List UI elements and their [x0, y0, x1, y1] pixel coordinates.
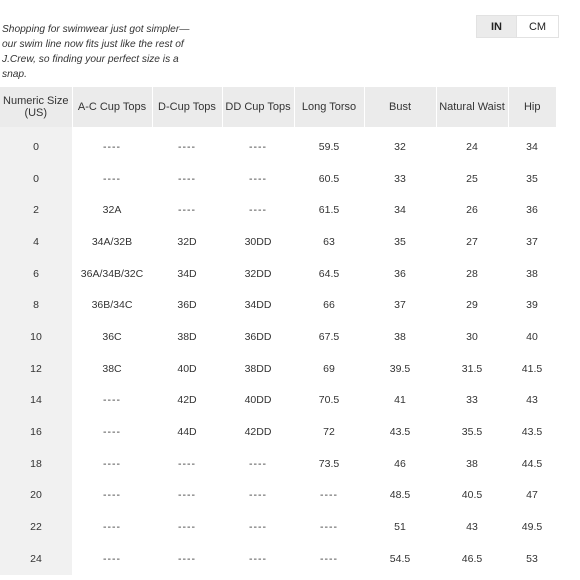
- table-cell: ----: [103, 521, 121, 534]
- table-cell: 60.5: [318, 172, 340, 185]
- size-cell: 24: [0, 543, 72, 575]
- table-cell: 38DD: [244, 362, 272, 375]
- table-cell: 67.5: [318, 330, 340, 343]
- table-cell: ----: [103, 140, 121, 153]
- table-cell: 33: [394, 172, 406, 185]
- size-table: [0, 87, 556, 575]
- table-cell: 32: [394, 140, 406, 153]
- table-cell: 63: [323, 235, 335, 248]
- table-cell: 36B/34C: [91, 299, 133, 312]
- table-cell: 36A/34B/32C: [80, 267, 144, 280]
- table-row: [0, 321, 556, 353]
- table-cell: 37: [526, 235, 538, 248]
- size-cell: 16: [0, 416, 72, 448]
- table-cell: 26: [466, 204, 478, 217]
- table-cell: 35.5: [461, 426, 483, 439]
- table-cell: ----: [103, 172, 121, 185]
- table-cell: ----: [103, 426, 121, 439]
- table-cell: 36DD: [244, 330, 272, 343]
- table-cell: ----: [249, 204, 267, 217]
- table-cell: 35: [526, 172, 538, 185]
- size-cell: 10: [0, 321, 72, 353]
- column-header: Numeric Size (US): [0, 87, 72, 127]
- table-cell: 44D: [177, 426, 197, 439]
- table-cell: 38D: [177, 330, 197, 343]
- table-cell: 64.5: [318, 267, 340, 280]
- unit-in-button[interactable]: IN: [477, 16, 516, 37]
- table-cell: ----: [103, 552, 121, 565]
- table-cell: 33: [466, 394, 478, 407]
- table-cell: 38: [526, 267, 538, 280]
- table-cell: 38C: [102, 362, 122, 375]
- table-cell: ----: [103, 489, 121, 502]
- column-header: Hip: [508, 87, 556, 127]
- table-cell: 38: [466, 457, 478, 470]
- table-row: [0, 258, 556, 290]
- table-cell: ----: [178, 521, 196, 534]
- size-cell: 12: [0, 353, 72, 385]
- size-cell: 20: [0, 480, 72, 512]
- table-cell: 66: [323, 299, 335, 312]
- column-header: Bust: [364, 87, 436, 127]
- unit-cm-button[interactable]: CM: [516, 16, 558, 37]
- table-cell: 34: [394, 204, 406, 217]
- column-header: DD Cup Tops: [222, 87, 294, 127]
- table-cell: 34: [526, 140, 538, 153]
- table-cell: 39: [526, 299, 538, 312]
- table-cell: 34D: [177, 267, 197, 280]
- table-cell: 61.5: [318, 204, 340, 217]
- table-cell: 44.5: [521, 457, 543, 470]
- table-cell: ----: [249, 552, 267, 565]
- table-cell: 32D: [177, 235, 197, 248]
- table-cell: ----: [320, 489, 338, 502]
- column-header: D-Cup Tops: [152, 87, 222, 127]
- table-cell: ----: [103, 394, 121, 407]
- table-cell: 48.5: [389, 489, 411, 502]
- table-cell: 47: [526, 489, 538, 502]
- column-header: A-C Cup Tops: [72, 87, 152, 127]
- table-cell: ----: [249, 172, 267, 185]
- size-cell: 14: [0, 385, 72, 417]
- size-cell: 6: [0, 258, 72, 290]
- table-cell: 43.5: [389, 426, 411, 439]
- size-cell: 4: [0, 226, 72, 258]
- table-row: [0, 353, 556, 385]
- size-chart: [0, 87, 580, 580]
- table-row: [0, 163, 556, 195]
- table-cell: ----: [178, 172, 196, 185]
- table-cell: 38: [394, 330, 406, 343]
- table-header-row: [0, 87, 556, 127]
- table-body: [0, 127, 556, 575]
- table-cell: 25: [466, 172, 478, 185]
- table-row: [0, 226, 556, 258]
- table-cell: 70.5: [318, 394, 340, 407]
- table-row: [0, 480, 556, 512]
- table-cell: 39.5: [389, 362, 411, 375]
- intro-text: Shopping for swimwear just got simpler—our swim line now fits just like the rest of J.Crew, so finding your perfect size is a snap.: [2, 24, 190, 80]
- table-cell: ----: [103, 457, 121, 470]
- table-cell: 32A: [102, 204, 122, 217]
- table-cell: 40.5: [461, 489, 483, 502]
- table-cell: 59.5: [318, 140, 340, 153]
- table-cell: ----: [320, 521, 338, 534]
- table-cell: ----: [249, 521, 267, 534]
- size-cell: 8: [0, 289, 72, 321]
- table-cell: ----: [178, 457, 196, 470]
- table-cell: 42D: [177, 394, 197, 407]
- table-cell: 72: [323, 426, 335, 439]
- table-row: [0, 194, 556, 226]
- table-cell: 36: [526, 204, 538, 217]
- table-cell: 46.5: [461, 552, 483, 565]
- size-cell: 0: [0, 131, 72, 163]
- table-cell: 36: [394, 267, 406, 280]
- table-cell: ----: [249, 489, 267, 502]
- table-cell: ----: [178, 552, 196, 565]
- table-cell: 42DD: [244, 426, 272, 439]
- table-cell: 54.5: [389, 552, 411, 565]
- size-cell: 22: [0, 511, 72, 543]
- table-cell: ----: [178, 204, 196, 217]
- table-cell: 32DD: [244, 267, 272, 280]
- table-cell: 27: [466, 235, 478, 248]
- table-cell: ----: [320, 552, 338, 565]
- table-cell: 49.5: [521, 521, 543, 534]
- table-cell: 41.5: [521, 362, 543, 375]
- table-cell: 28: [466, 267, 478, 280]
- table-cell: 40: [526, 330, 538, 343]
- table-cell: 43: [526, 394, 538, 407]
- size-cell: 0: [0, 163, 72, 195]
- table-cell: 30: [466, 330, 478, 343]
- table-cell: ----: [178, 140, 196, 153]
- column-header: Long Torso: [294, 87, 364, 127]
- table-cell: 36C: [102, 330, 122, 343]
- table-cell: 43: [466, 521, 478, 534]
- table-cell: 43.5: [521, 426, 543, 439]
- table-cell: ----: [178, 489, 196, 502]
- table-cell: 24: [466, 140, 478, 153]
- table-row: [0, 416, 556, 448]
- table-cell: 36D: [177, 299, 197, 312]
- table-cell: 34A/32B: [91, 235, 133, 248]
- table-cell: 30DD: [244, 235, 272, 248]
- size-cell: 2: [0, 194, 72, 226]
- table-row: [0, 289, 556, 321]
- table-cell: 29: [466, 299, 478, 312]
- table-row: [0, 448, 556, 480]
- table-row: [0, 543, 556, 575]
- size-cell: 18: [0, 448, 72, 480]
- table-cell: 35: [394, 235, 406, 248]
- table-cell: 51: [394, 521, 406, 534]
- table-cell: 34DD: [244, 299, 272, 312]
- table-cell: 37: [394, 299, 406, 312]
- table-cell: 69: [323, 362, 335, 375]
- table-row: [0, 131, 556, 163]
- table-cell: 40D: [177, 362, 197, 375]
- table-cell: 40DD: [244, 394, 272, 407]
- table-cell: 41: [394, 394, 406, 407]
- table-cell: ----: [249, 140, 267, 153]
- table-row: [0, 385, 556, 417]
- table-cell: ----: [249, 457, 267, 470]
- column-header: Natural Waist: [436, 87, 508, 127]
- table-cell: 31.5: [461, 362, 483, 375]
- table-cell: 53: [526, 552, 538, 565]
- table-row: [0, 511, 556, 543]
- table-cell: 73.5: [318, 457, 340, 470]
- unit-toggle: [476, 15, 559, 38]
- table-cell: 46: [394, 457, 406, 470]
